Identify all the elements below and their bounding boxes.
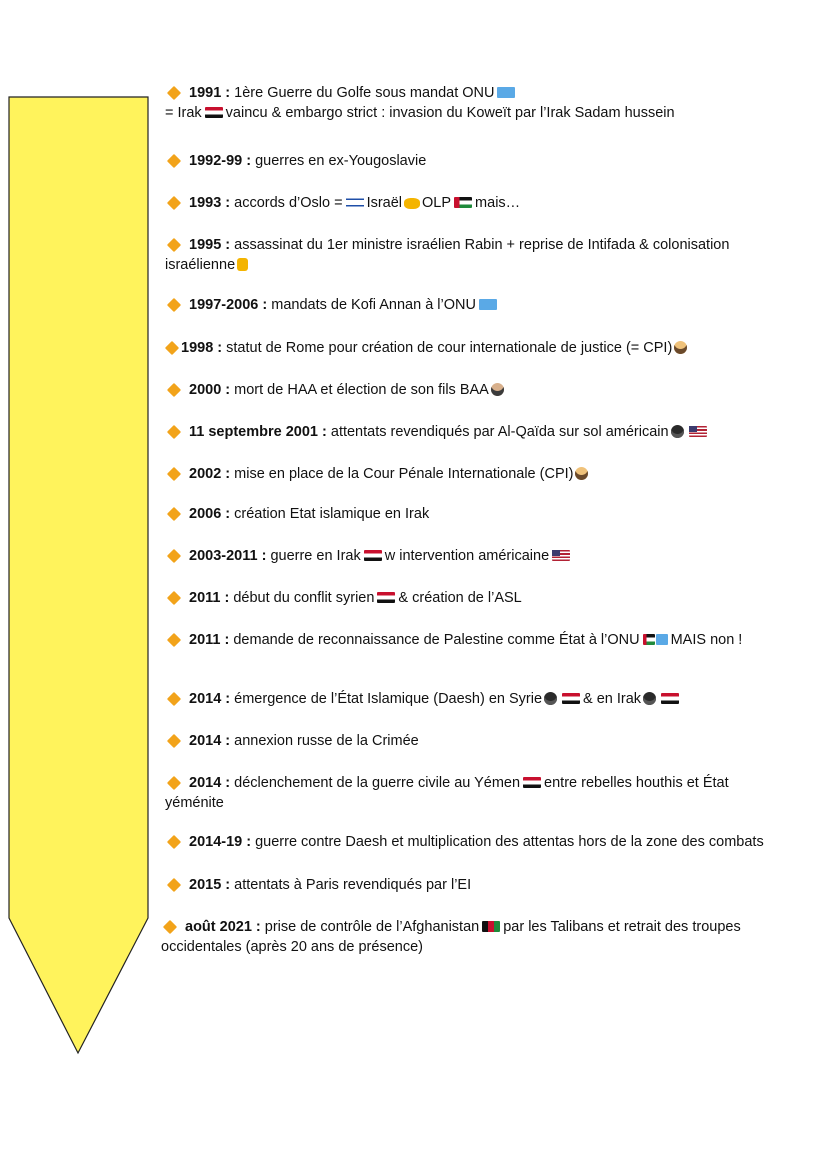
entry-2014-crimea: 2014 : annexion russe de la Crimée — [165, 731, 765, 751]
diamond-icon — [167, 238, 181, 252]
palestine-flag-icon — [454, 197, 472, 208]
diamond-icon — [163, 920, 177, 934]
entry-1995: 1995 : assassinat du 1er ministre israélien Rabin + reprise de Intifada & colonisation israélienne — [165, 237, 730, 273]
diamond-icon — [167, 425, 181, 439]
entry-2001: 11 septembre 2001 : attentats revendiqués par Al-Qaïda sur sol américain — [165, 422, 765, 442]
diamond-icon — [167, 298, 181, 312]
entry-1992: 1992-99 : guerres en ex-Yougoslavie — [165, 151, 765, 171]
ninja-icon — [544, 692, 557, 705]
usa-flag-icon — [552, 550, 570, 561]
judge-icon — [575, 467, 588, 480]
entry-2021: août 2021 : prise de contrôle de l’Afghanistan par les Talibans et retrait des troupes occidentales (après 20 ans de présence) — [161, 919, 741, 955]
yemen-flag-icon — [523, 777, 541, 788]
diamond-icon — [167, 383, 181, 397]
diamond-icon — [167, 591, 181, 605]
entry-1993: 1993 : accords d’Oslo = Israël OLP mais… — [165, 193, 765, 213]
un-flag-icon — [656, 634, 668, 645]
iraq-flag-icon — [661, 693, 679, 704]
handshake-icon — [404, 198, 420, 209]
entry-2011-syria: 2011 : début du conflit syrien & création de l’ASL — [165, 588, 765, 608]
diamond-icon — [167, 776, 181, 790]
person-icon — [491, 383, 504, 396]
diamond-icon — [167, 835, 181, 849]
syria-flag-icon — [377, 592, 395, 603]
ninja-icon — [671, 425, 684, 438]
un-flag-icon — [479, 299, 497, 310]
diamond-icon — [167, 734, 181, 748]
entry-2014-daesh: 2014 : émergence de l’État Islamique (Daesh) en Syrie & en Irak — [165, 689, 765, 709]
entry-1998: 1998 : statut de Rome pour création de cour internationale de justice (= CPI) — [165, 338, 765, 358]
entry-2002: 2002 : mise en place de la Cour Pénale Internationale (CPI) — [165, 464, 765, 484]
syria-flag-icon — [562, 693, 580, 704]
entry-2011-palestine: 2011 : demande de reconnaissance de Palestine comme État à l’ONU MAIS non ! — [165, 630, 765, 650]
entry-2000: 2000 : mort de HAA et élection de son fils BAA — [165, 380, 765, 400]
israel-flag-icon — [346, 197, 364, 208]
diamond-icon — [167, 549, 181, 563]
usa-flag-icon — [689, 426, 707, 437]
diamond-icon — [167, 86, 181, 100]
thumbs-down-icon — [237, 258, 248, 271]
entry-2014-yemen: 2014 : déclenchement de la guerre civile au Yémen entre rebelles houthis et État yéménite — [165, 775, 729, 811]
diamond-icon — [167, 154, 181, 168]
diamond-icon — [167, 692, 181, 706]
un-flag-icon — [497, 87, 515, 98]
diamond-icon — [167, 633, 181, 647]
diamond-icon — [165, 341, 179, 355]
afghanistan-flag-icon — [482, 921, 500, 932]
ninja-icon — [643, 692, 656, 705]
diamond-icon — [167, 507, 181, 521]
entry-2014-19: 2014-19 : guerre contre Daesh et multiplication des attentas hors de la zone des combats — [165, 832, 765, 852]
palestine-flag-icon — [643, 634, 655, 645]
diamond-icon — [167, 196, 181, 210]
judge-icon — [674, 341, 687, 354]
iraq-flag-icon — [364, 550, 382, 561]
diamond-icon — [167, 878, 181, 892]
iraq-flag-icon — [205, 107, 223, 118]
entry-1997: 1997-2006 : mandats de Kofi Annan à l’ONU — [165, 295, 765, 315]
entry-2015: 2015 : attentats à Paris revendiqués par l’EI — [165, 875, 765, 895]
entry-2003: 2003-2011 : guerre en Irak w intervention américaine — [165, 546, 765, 566]
entry-1991: 1991 : 1ère Guerre du Golfe sous mandat ONU = Irak vaincu & embargo strict : invasion du Koweït par l’Irak Sadam hussein — [165, 85, 675, 121]
diamond-icon — [167, 467, 181, 481]
entry-2006: 2006 : création Etat islamique en Irak — [165, 504, 765, 524]
